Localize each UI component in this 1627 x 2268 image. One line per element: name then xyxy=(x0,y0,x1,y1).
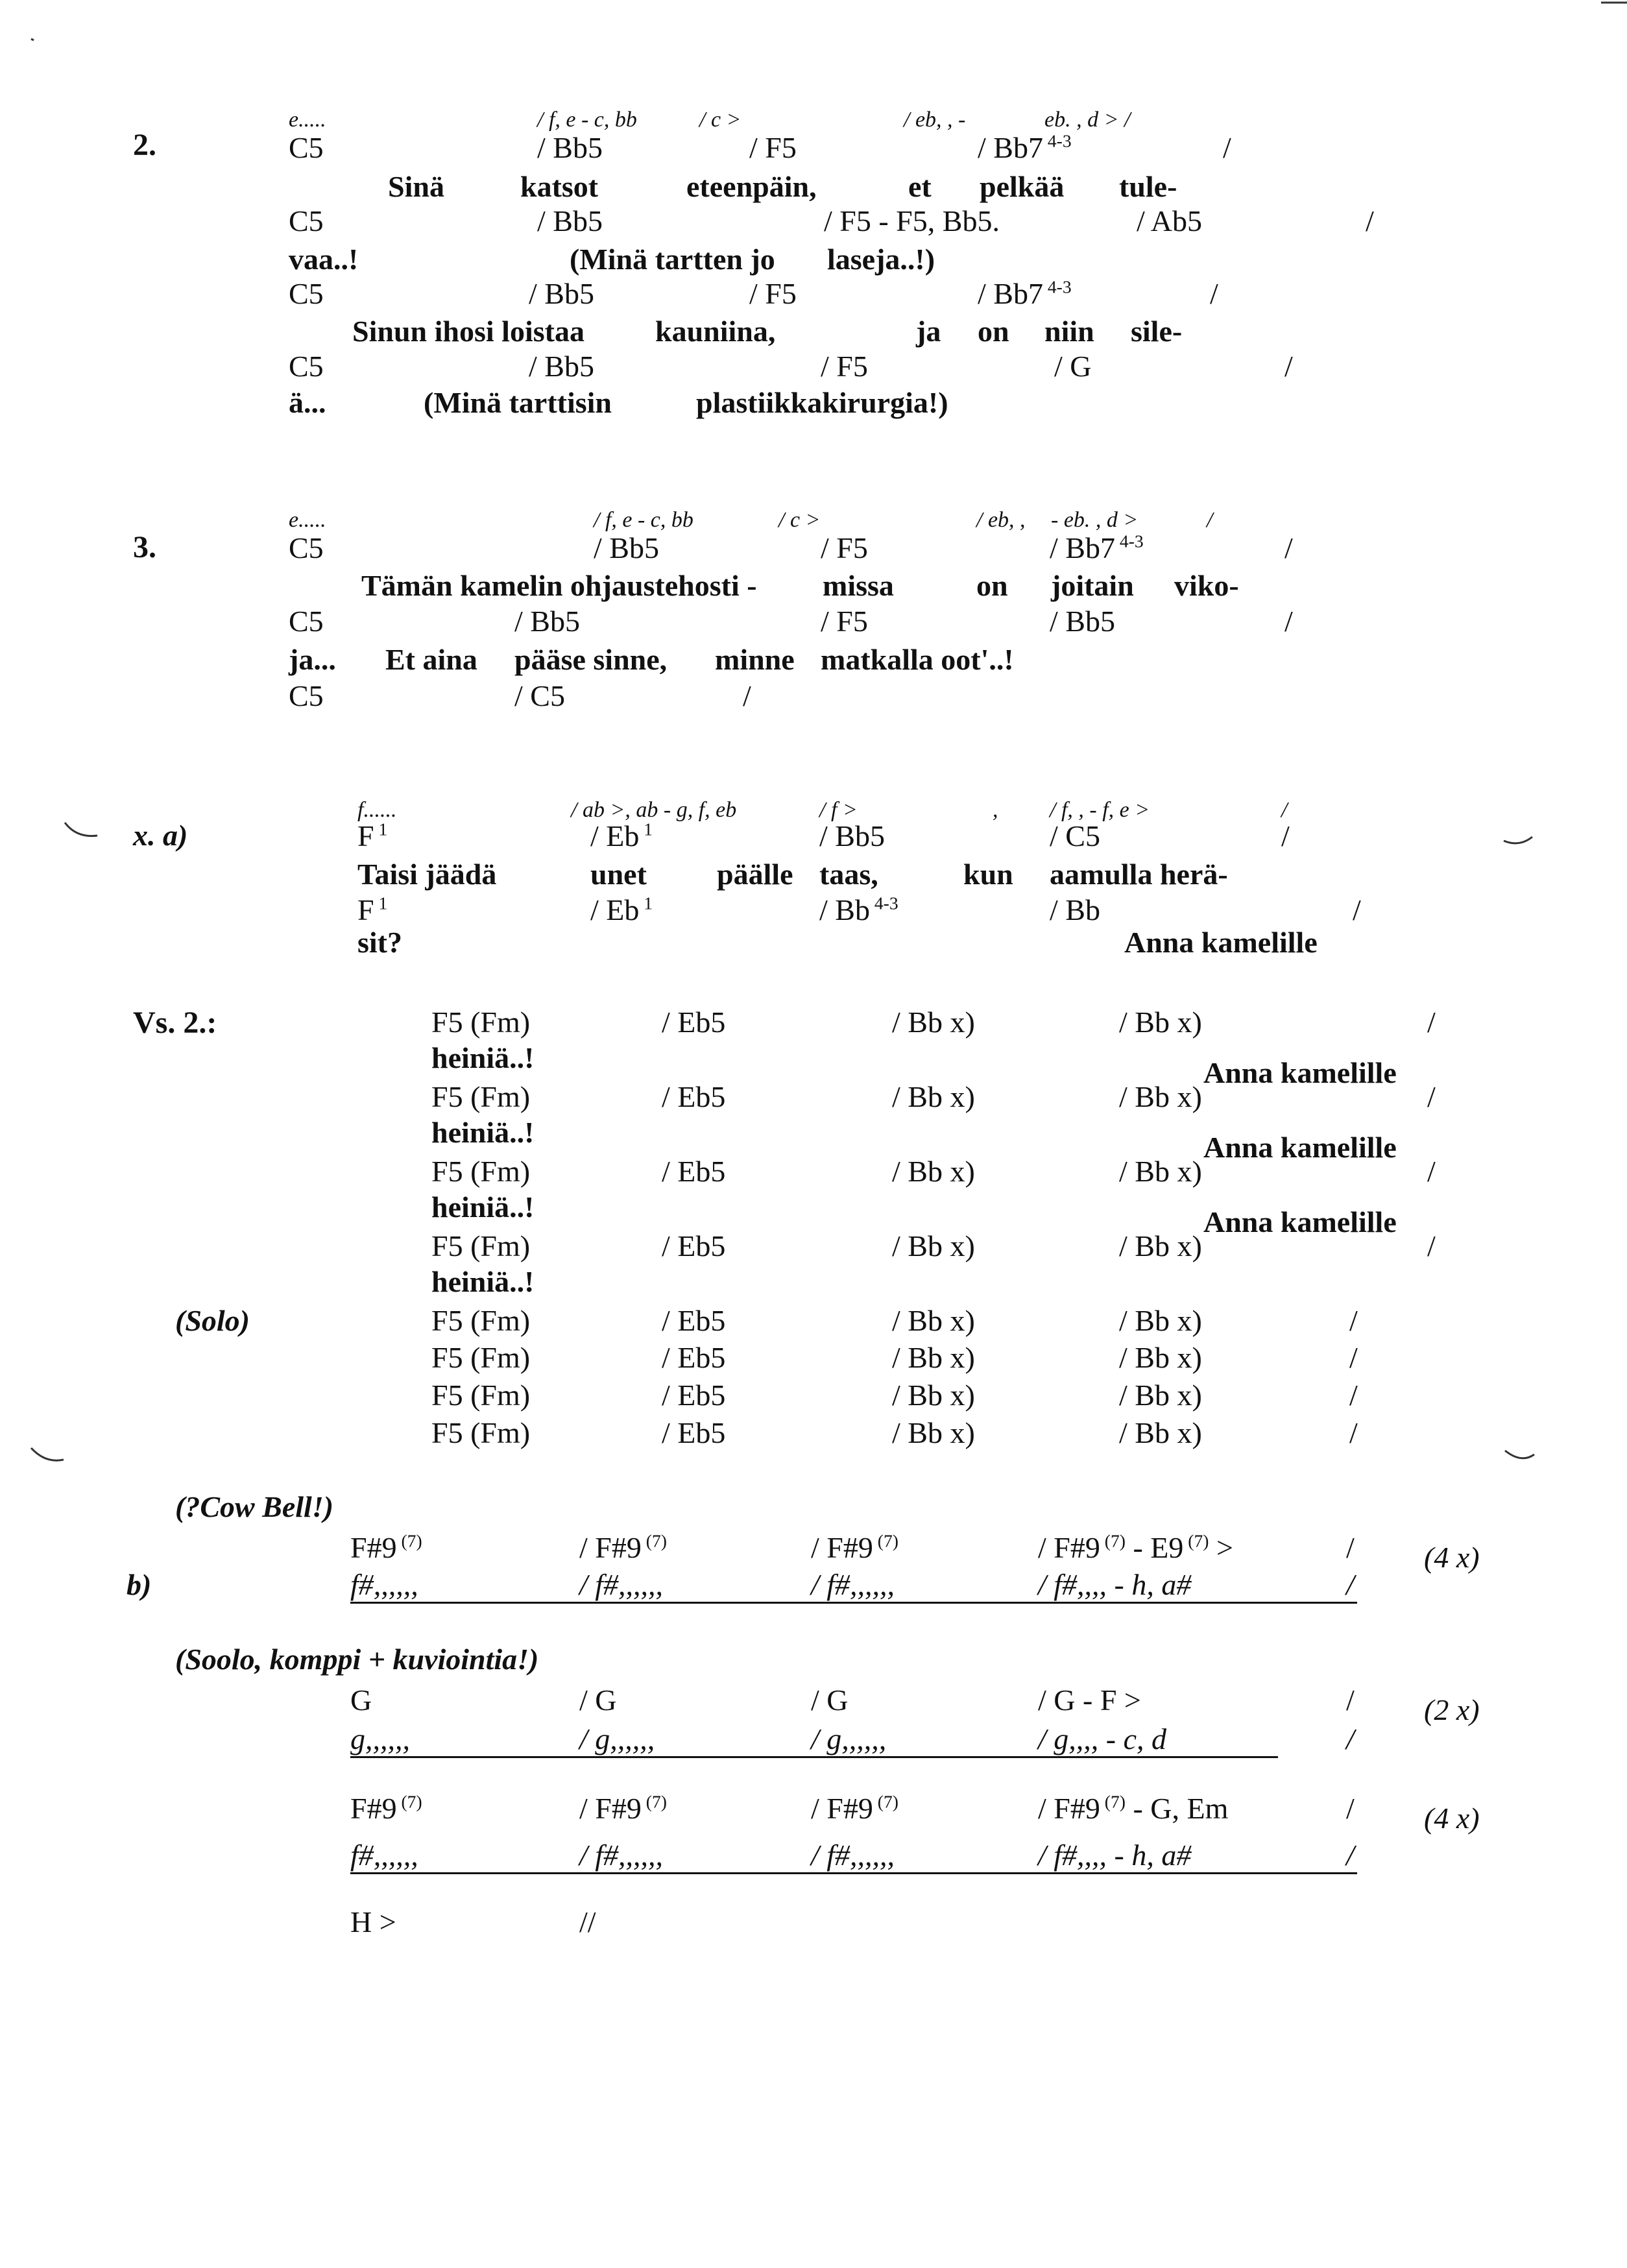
lyric-symbol: ja xyxy=(916,315,941,348)
chord-symbol: / xyxy=(1427,1155,1436,1188)
chord-symbol: C5 xyxy=(289,131,324,164)
lyric-symbol: Sinä xyxy=(388,170,444,203)
lyric-symbol: aamulla herä- xyxy=(1050,858,1228,891)
lyric-symbol: Anna kamelille xyxy=(1124,926,1318,959)
chord-symbol: / F5 xyxy=(821,531,868,564)
chord-symbol: / F#9 $^{(7)}$ xyxy=(811,1530,898,1564)
bass-symbol: / c > xyxy=(778,508,821,532)
bass-line-symbol: / f#,,,,,, xyxy=(811,1568,895,1601)
chord-symbol: / xyxy=(1349,1416,1358,1449)
chord-symbol: / F#9 $^{(7)}$ - G, Em xyxy=(1038,1791,1229,1825)
bass-symbol: / f, e - c, bb xyxy=(594,508,693,532)
bass-symbol: / eb, , xyxy=(976,508,1026,532)
chord-symbol: / Eb5 xyxy=(662,1006,726,1039)
chord-symbol: / Eb $^1$ xyxy=(590,819,653,852)
chord-symbol: F $^1$ xyxy=(357,893,388,926)
lyric-symbol: eteenpäin, xyxy=(686,170,817,203)
chord-symbol: / Bb5 xyxy=(594,531,659,564)
bass-line-symbol: / f#,,,,,, xyxy=(579,1839,664,1872)
chord-symbol: / xyxy=(1427,1080,1436,1113)
lyric-text: heiniä..! xyxy=(431,1265,535,1298)
chord-symbol: / Bb x) xyxy=(892,1080,975,1113)
lyric-symbol: Et aina xyxy=(385,643,477,676)
bass-symbol: / ab >, ab - g, f, eb xyxy=(571,798,737,822)
chord-symbol: / F#9 $^{(7)}$ - E9 $^{(7)}$ > xyxy=(1038,1530,1233,1564)
chord-symbol: / Bb5 xyxy=(529,350,594,383)
chord-symbol: / xyxy=(743,679,751,712)
chord-symbol: / xyxy=(1284,350,1293,383)
chord-symbol: / F#9 $^{(7)}$ xyxy=(579,1530,667,1564)
chord-symbol: / Bb x) xyxy=(892,1341,975,1374)
chord-symbol: / Bb x) xyxy=(1119,1341,1202,1374)
bass-symbol: / f, e - c, bb xyxy=(537,108,637,132)
chord-symbol: / F5 - F5, Bb5. xyxy=(824,204,1000,237)
chord-symbol: / Eb5 xyxy=(662,1379,726,1412)
lyric-symbol: on xyxy=(976,569,1008,602)
chord-symbol: / Bb xyxy=(1050,893,1100,926)
bass-line-symbol: / f#,,,,,, xyxy=(579,1568,664,1601)
solo-label: (Solo) xyxy=(175,1304,250,1337)
chord-symbol: / xyxy=(1427,1229,1436,1262)
lyric-symbol: sile- xyxy=(1131,315,1183,348)
chord-symbol: C5 xyxy=(289,350,324,383)
lyric-symbol: (Minä tartten jo xyxy=(570,243,775,276)
part-b-label: b) xyxy=(127,1568,152,1601)
bass-symbol: / xyxy=(1207,508,1213,532)
chord-symbol: / Bb $^{4-3}$ xyxy=(819,893,898,926)
chord-symbol: / Eb5 xyxy=(662,1416,726,1449)
chord-symbol: / Bb5 xyxy=(1050,605,1115,638)
chord-symbol: / Bb x) xyxy=(1119,1006,1202,1039)
chord-symbol: / xyxy=(1349,1341,1358,1374)
margin-mark xyxy=(1505,1451,1534,1458)
chord-symbol: / Bb x) xyxy=(1119,1379,1202,1412)
chord-symbol: / xyxy=(1346,1531,1355,1564)
chord-symbol: / Bb7 $^{4-3}$ xyxy=(978,276,1072,310)
lyric-symbol: sit? xyxy=(357,926,402,959)
chord-symbol: F5 (Fm) xyxy=(431,1006,531,1039)
solo-instruction: (Soolo, komppi + kuviointia!) xyxy=(175,1643,539,1676)
chord-symbol: F5 (Fm) xyxy=(431,1416,531,1449)
chord-symbol: / Bb x) xyxy=(1119,1229,1202,1262)
chord-symbol: / Ab5 xyxy=(1137,204,1202,237)
lyric-text: heiniä..! xyxy=(431,1041,535,1074)
chord-symbol: / Bb x) xyxy=(892,1416,975,1449)
bass-symbol: e..... xyxy=(289,108,326,132)
lyric-symbol: viko- xyxy=(1174,569,1239,602)
lyric-symbol: unet xyxy=(590,858,647,891)
chord-symbol: / Bb x) xyxy=(892,1304,975,1337)
lyric-symbol: on xyxy=(978,315,1009,348)
bass-line-symbol: / xyxy=(1346,1568,1355,1601)
chord-symbol: / C5 xyxy=(514,679,565,712)
chord-symbol: F#9 $^{(7)}$ xyxy=(350,1530,422,1564)
lyric-symbol: minne xyxy=(715,643,795,676)
bass-symbol: , xyxy=(993,798,998,822)
chord-symbol: / xyxy=(1210,277,1218,310)
chord-symbol: / xyxy=(1346,1792,1355,1825)
lyric-symbol: vaa..! xyxy=(289,243,359,276)
chord-symbol: / Bb x) xyxy=(1119,1416,1202,1449)
lyric-symbol: pelkää xyxy=(980,170,1065,203)
chord-symbol: / Eb5 xyxy=(662,1304,726,1337)
repeat-count: (4 x) xyxy=(1424,1541,1480,1574)
bass-line-symbol: / g,,,,,, xyxy=(579,1722,655,1755)
lyric-symbol: kauniina, xyxy=(655,315,776,348)
ending-chord: H > xyxy=(350,1905,396,1938)
chord-symbol: F5 (Fm) xyxy=(431,1080,531,1113)
verse-label: Vs. 2.: xyxy=(133,1006,217,1040)
chord-symbol: F5 (Fm) xyxy=(431,1304,531,1337)
chord-symbol: / Bb7 $^{4-3}$ xyxy=(1050,531,1144,564)
chord-symbol: / xyxy=(1346,1683,1355,1717)
chord-symbol: / F5 xyxy=(749,277,797,310)
chord-symbol: / Bb5 xyxy=(529,277,594,310)
chord-symbol: / F#9 $^{(7)}$ xyxy=(811,1791,898,1825)
chord-symbol: G xyxy=(350,1683,372,1717)
bass-line-symbol: / g,,,, - c, d xyxy=(1038,1722,1167,1755)
chord-symbol: F#9 $^{(7)}$ xyxy=(350,1791,422,1825)
chord-symbol: / xyxy=(1349,1304,1358,1337)
section-number: 3. xyxy=(133,530,156,564)
lyric-text: heiniä..! xyxy=(431,1116,535,1149)
chord-symbol: / Bb x) xyxy=(892,1006,975,1039)
chord-symbol: / Eb5 xyxy=(662,1229,726,1262)
chord-symbol: / Bb x) xyxy=(892,1155,975,1188)
lyric-text: Anna kamelille xyxy=(1203,1056,1397,1089)
bass-symbol: e..... xyxy=(289,508,326,532)
lyric-symbol: päälle xyxy=(717,858,793,891)
chord-symbol: / Bb5 xyxy=(537,204,603,237)
chord-symbol: / Bb5 xyxy=(819,819,885,852)
chord-symbol: / xyxy=(1427,1006,1436,1039)
chord-symbol: / Bb5 xyxy=(537,131,603,164)
bass-symbol: f...... xyxy=(357,798,397,822)
lyric-text: Anna kamelille xyxy=(1203,1131,1397,1164)
ending-repeat: // xyxy=(579,1905,596,1938)
lyric-text: Anna kamelille xyxy=(1203,1205,1397,1238)
chord-symbol: F5 (Fm) xyxy=(431,1155,531,1188)
chord-symbol: / G xyxy=(811,1683,849,1717)
lyric-symbol: tule- xyxy=(1119,170,1177,203)
chord-symbol: / Bb x) xyxy=(1119,1155,1202,1188)
bass-symbol: / f, , - f, e > xyxy=(1050,798,1150,822)
repeat-count: (2 x) xyxy=(1424,1693,1480,1726)
bass-line-symbol: / xyxy=(1346,1839,1355,1872)
bass-line-symbol: / f#,,,,,, xyxy=(811,1839,895,1872)
chord-symbol: / G xyxy=(1054,350,1092,383)
lyric-symbol: et xyxy=(908,170,932,203)
chord-symbol: / Eb $^1$ xyxy=(590,893,653,926)
bass-symbol: / f > xyxy=(819,798,858,822)
chord-symbol: C5 xyxy=(289,204,324,237)
lyric-symbol: matkalla oot'..! xyxy=(821,643,1014,676)
bass-line-symbol: g,,,,,, xyxy=(350,1722,410,1755)
chord-symbol: F5 (Fm) xyxy=(431,1229,531,1262)
lyric-symbol: plastiikkakirurgia!) xyxy=(696,386,948,419)
lyric-symbol: katsot xyxy=(520,170,599,203)
chord-symbol: / xyxy=(1284,531,1293,564)
chord-symbol: C5 xyxy=(289,531,324,564)
chord-symbol: C5 xyxy=(289,277,324,310)
section-number: x. a) xyxy=(133,819,188,852)
chord-symbol: / xyxy=(1284,605,1293,638)
lyric-symbol: Taisi jäädä xyxy=(357,858,497,891)
chord-symbol: / xyxy=(1349,1379,1358,1412)
margin-mark xyxy=(65,823,97,836)
bass-symbol: / xyxy=(1281,798,1288,822)
chord-symbol: / Eb5 xyxy=(662,1080,726,1113)
margin-mark xyxy=(1504,837,1532,843)
chord-symbol: / C5 xyxy=(1050,819,1100,852)
chord-symbol: F5 (Fm) xyxy=(431,1341,531,1374)
lyric-symbol: pääse sinne, xyxy=(514,643,668,676)
chord-symbol: / xyxy=(1353,893,1361,926)
chord-symbol: / Eb5 xyxy=(662,1341,726,1374)
chord-symbol: F5 (Fm) xyxy=(431,1379,531,1412)
chord-symbol: / xyxy=(1223,131,1231,164)
chord-symbol: / Eb5 xyxy=(662,1155,726,1188)
chord-symbol: / Bb x) xyxy=(892,1229,975,1262)
chord-symbol: / Bb x) xyxy=(892,1379,975,1412)
lyric-text: heiniä..! xyxy=(431,1190,535,1224)
lyric-symbol: ja... xyxy=(289,643,336,676)
bass-line-symbol: f#,,,,,, xyxy=(350,1568,418,1601)
chord-symbol: / F#9 $^{(7)}$ xyxy=(579,1791,667,1825)
chord-symbol: / xyxy=(1366,204,1374,237)
bass-line-symbol: f#,,,,,, xyxy=(350,1839,418,1872)
chord-symbol: / Bb x) xyxy=(1119,1080,1202,1113)
lyric-symbol: kun xyxy=(963,858,1013,891)
lyric-symbol: Tämän kamelin ohjaustehosti - xyxy=(361,569,757,602)
chord-symbol: / G xyxy=(579,1683,617,1717)
chord-symbol: F $^1$ xyxy=(357,819,388,852)
bass-line-symbol: / f#,,,, - h, a# xyxy=(1038,1839,1192,1872)
chord-symbol: / F5 xyxy=(821,350,868,383)
bass-symbol: / c > xyxy=(699,108,741,132)
bass-line-symbol: / xyxy=(1346,1722,1355,1755)
chord-symbol: / G - F > xyxy=(1038,1683,1141,1717)
lyric-symbol: joitain xyxy=(1051,569,1134,602)
chord-symbol: / xyxy=(1281,819,1290,852)
bass-symbol: / eb, , - xyxy=(904,108,966,132)
lyric-symbol: laseja..!) xyxy=(827,243,935,276)
margin-mark xyxy=(31,1448,64,1460)
section-number: 2. xyxy=(133,128,156,162)
bass-line-symbol: / g,,,,,, xyxy=(811,1722,887,1755)
chord-symbol: / Bb7 $^{4-3}$ xyxy=(978,130,1072,164)
chord-symbol: / Bb5 xyxy=(514,605,580,638)
cowbell-note: (?Cow Bell!) xyxy=(175,1490,334,1523)
lyric-symbol: ä... xyxy=(289,386,326,419)
lyric-symbol: (Minä tarttisin xyxy=(424,386,612,419)
bass-symbol: eb. , d > / xyxy=(1044,108,1131,132)
chord-symbol: C5 xyxy=(289,605,324,638)
lyric-symbol: taas, xyxy=(819,858,878,891)
repeat-count: (4 x) xyxy=(1424,1802,1480,1835)
chord-symbol: / Bb x) xyxy=(1119,1304,1202,1337)
chord-symbol: / F5 xyxy=(749,131,797,164)
margin-mark xyxy=(31,39,34,40)
lyric-symbol: niin xyxy=(1044,315,1094,348)
bass-symbol: - eb. , d > xyxy=(1051,508,1139,532)
lyric-symbol: missa xyxy=(823,569,894,602)
chord-symbol: / F5 xyxy=(821,605,868,638)
lyric-symbol: Sinun ihosi loistaa xyxy=(352,315,585,348)
bass-line-symbol: / f#,,,, - h, a# xyxy=(1038,1568,1192,1601)
chord-symbol: C5 xyxy=(289,679,324,712)
